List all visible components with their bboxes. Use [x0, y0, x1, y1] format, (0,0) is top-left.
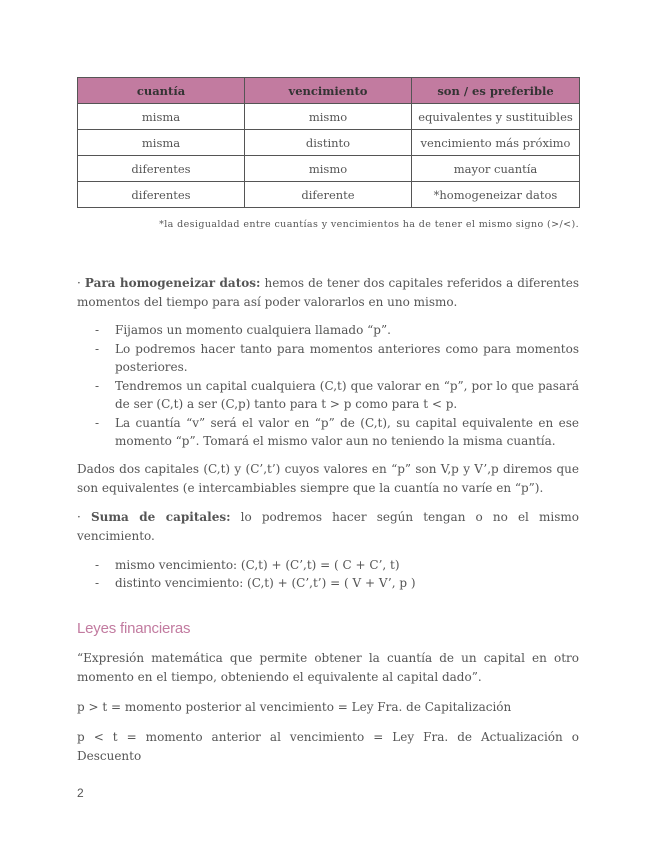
leyes-definition: “Expresión matemática que permite obtener la cuantía de un capital en otro momento en el tiempo, obteniendo el equivalente al capital dado”.	[77, 650, 579, 684]
table-cell: diferente	[245, 182, 412, 208]
actualizacion-line: p < t = momento anterior al vencimiento = Ley Fra. de Actualización o Descuento	[77, 729, 579, 763]
table-cell: misma	[78, 130, 245, 156]
bullet-dot: ·	[77, 276, 81, 290]
column-header-cuantia: cuantía	[78, 78, 245, 104]
homogeneizar-list	[77, 321, 579, 451]
table-row	[78, 130, 580, 156]
section-heading-leyes: Leyes financieras	[77, 619, 191, 637]
list-item: - Lo podremos hacer tanto para momentos anteriores como para momentos posteriores.	[115, 340, 579, 377]
table-row	[78, 104, 580, 130]
table-cell: misma	[78, 104, 245, 130]
table-footnote: *la desigualdad entre cuantías y vencimientos ha de tener el mismo signo (>/<).	[159, 219, 579, 230]
table-cell: mayor cuantía	[412, 156, 580, 182]
document-body	[77, 77, 579, 766]
table-cell: distinto	[245, 130, 412, 156]
capitalizacion-line: p > t = momento posterior al vencimiento = Ley Fra. de Capitalización	[77, 699, 512, 714]
table-cell: vencimiento más próximo	[412, 130, 580, 156]
table-cell: equivalentes y sustituibles	[412, 104, 580, 130]
table-cell: diferentes	[78, 156, 245, 182]
list-item: - distinto vencimiento: (C,t) + (C’,t’) = ( V + V’, p )	[115, 574, 579, 593]
equivalence-table	[77, 77, 580, 208]
homogeneizar-heading: Para homogeneizar datos:	[84, 276, 261, 290]
column-header-preferible: son / es preferible	[412, 78, 580, 104]
column-header-vencimiento: vencimiento	[245, 78, 412, 104]
page-number: 2	[77, 786, 84, 800]
table-cell: mismo	[245, 104, 412, 130]
bullet-dot: ·	[77, 509, 81, 524]
suma-heading: Suma de capitales:	[90, 509, 231, 524]
table-row	[78, 156, 580, 182]
list-item: - La cuantía “v” será el valor en “p” de (C,t), su capital equivalente en ese momento “p”. Tomará el mismo valor aun no teniendo la misma cuantía.	[115, 414, 579, 451]
table-cell: mismo	[245, 156, 412, 182]
suma-list	[77, 556, 579, 593]
table-row	[78, 182, 580, 208]
suma-text: lo podremos hacer según tengan o no el mismo vencimiento.	[77, 509, 579, 543]
table-header-row	[78, 78, 580, 104]
list-item: - Tendremos un capital cualquiera (C,t) que valorar en “p”, por lo que pasará de ser (C,t) a ser (C,p) tanto para t > p como para t < p.	[115, 377, 579, 414]
suma-paragraph	[77, 508, 579, 546]
list-item: - Fijamos un momento cualquiera llamado “p”.	[115, 321, 579, 340]
homogeneizar-paragraph	[77, 274, 579, 312]
table-cell: *homogeneizar datos	[412, 182, 580, 208]
table-cell: diferentes	[78, 182, 245, 208]
dados-paragraph: Dados dos capitales (C,t) y (C’,t’) cuyos valores en “p” son V,p y V’,p diremos que son equivalentes (e intercambiables siempre que la cuantía no varíe en “p”).	[77, 461, 579, 495]
list-item: - mismo vencimiento: (C,t) + (C’,t) = ( C + C’, t)	[115, 556, 579, 575]
homogeneizar-text: hemos de tener dos capitales referidos a diferentes momentos del tiempo para así poder valorarlos en uno mismo.	[77, 276, 579, 309]
